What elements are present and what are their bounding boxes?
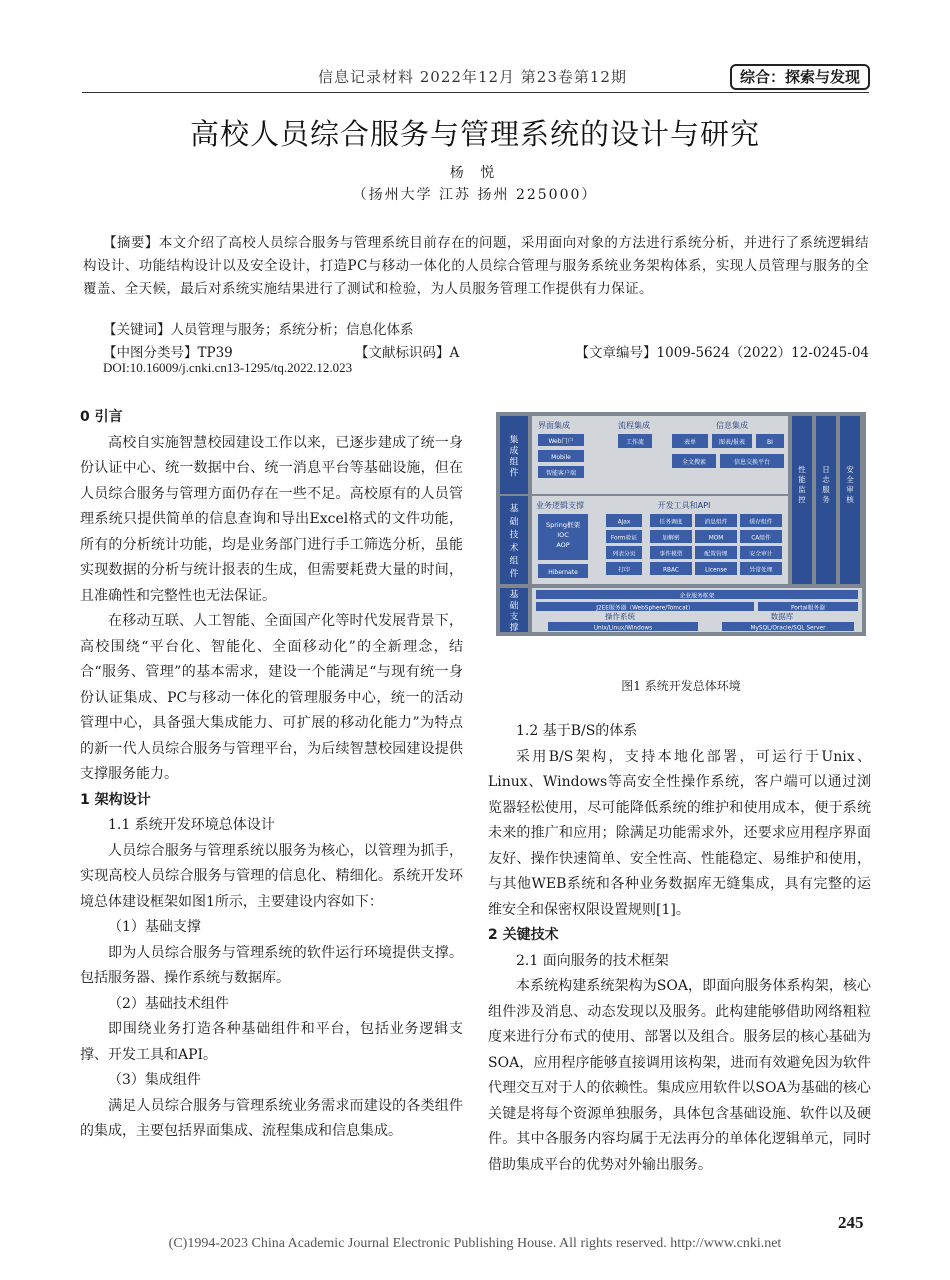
journal-header: 信息记录材料 2022年12月 第23卷第12期 xyxy=(318,68,627,86)
body-paragraph: 高校自实施智慧校园建设工作以来，已逐步建成了统一身份认证中心、统一数据中台、统一消息平台等基础设施，但在人员综合服务与管理方面仍存在一些不足。高校原有的人员管理系统只提供简单的信息查询和导出Excel格式的文件功能，所有的分析统计功能，均是业务部门进行手工筛选分析，虽能实现数据的分析与统计报表的生成，但需要耗费大量的时间，且准确性和完整性也无法保证。 xyxy=(80,434,463,604)
author: 杨 悦 xyxy=(449,165,501,181)
copyright-footer: (C)1994-2023 China Academic Journal Electronic Publishing House. All rights reserved. http://www.cnki.net xyxy=(168,1236,782,1251)
info-bi-label: BI xyxy=(767,439,773,446)
right-bar-label: 性能监控 xyxy=(798,465,806,504)
ui-title: 界面集成 xyxy=(538,421,570,430)
body-paragraph: 人员综合服务与管理系统以服务为核心，以管理为抓手，实现高校人员综合服务与管理的信息化、精细化。系统开发环境总体建设框架如图1所示，主要建设内容如下： xyxy=(80,842,463,910)
tool-item-label: RBAC xyxy=(663,567,679,574)
tool-item-label: 加解密 xyxy=(662,535,680,542)
tool-item-label: 任务调度 xyxy=(659,519,683,526)
affiliation: （扬州大学 江苏 扬州 225000） xyxy=(352,187,598,203)
section-badge: 综合：探索与发现 xyxy=(730,64,870,90)
portal-server-label: Portal服务器 xyxy=(790,605,826,612)
body-paragraph: 本系统构建系统架构为SOA，即面向服务体系构架，核心组件涉及消息、动态发现以及服务。此构建能够借助网络粗粒度来进行分布式的使用、部署以及组合。服务层的核心基础为SOA，应用程序能够直接调用该构架，进而有效避免因为软件代理交互对于人的依赖性。集成应用软件以SOA为基础的核心关键是将每个资源单独服务，具体包含基础设施、软件以及硬件。其中各服务内容均属于无法再分的单体化逻辑单元，同时借助集成平台的优势对外输出服务。 xyxy=(488,978,871,1173)
body-paragraph: 在移动互联、人工智能、全面国产化等时代发展背景下，高校围绕“平台化、智能化、全面移动化”的全新理念，结合“服务、管理”的基本需求，建设一个能满足“与现有统一身份认证集成、PC与移动一体化的管理服务中心，统一的活动管理中心，具备强大集成能力、可扩展的移动化能力”为特点的新一代人员综合服务与管理平台，为后续智慧校园建设提供支撑服务能力。 xyxy=(80,613,463,782)
db-box-label: MySQL/Oracle/SQL Server xyxy=(750,625,826,632)
section-heading: 2 关键技术 xyxy=(488,927,559,943)
left-column xyxy=(80,405,463,1145)
side-label: 基础技术组件 xyxy=(509,504,519,580)
article-title: 高校人员综合服务与管理系统的设计与研究 xyxy=(189,117,760,151)
page-number: 245 xyxy=(838,1213,864,1232)
spring-label: IOC xyxy=(557,531,569,539)
os-box-label: Unix/Linux/Windows xyxy=(593,625,653,632)
header-rule xyxy=(82,92,869,93)
info-title: 信息集成 xyxy=(716,421,748,430)
hibernate-box-label: Hibernate xyxy=(548,569,578,576)
info-exchange-label: 信息交换平台 xyxy=(733,459,771,466)
j2ee-server-label: J2EE服务器（WebSphere/Tomcat） xyxy=(596,605,694,612)
section-heading: 0 引言 xyxy=(80,409,123,425)
ui-web-label: Web门户 xyxy=(548,438,574,445)
spring-label: AOP xyxy=(556,541,570,549)
body-paragraph: 采用B/S架构，支持本地化部署，可运行于Unix、Linux、Windows等高安全性操作系统，客户端可以通过浏览器轻松使用，尽可能降低系统的维护和使用成本，便于系统未来的推广和应用；除满足功能需求外，还要求应用程序界面友好、操作快速简单、安全性高、性能稳定、易维护和使用，与其他WEB系统和各种业务数据库无缝集成，具有完整的运维安全和保密权限设置规则[1]。 xyxy=(488,748,871,918)
body-paragraph: 即为人员综合服务与管理系统的软件运行环境提供支撑。包括服务器、操作系统与数据库。 xyxy=(80,944,463,986)
logic-title: 业务逻辑支撑 xyxy=(536,501,584,510)
tool-item-label: 消息组件 xyxy=(704,519,728,526)
tool-item-label: MOM xyxy=(708,535,724,542)
tools-title: 开发工具和API xyxy=(657,501,711,510)
clc-number: 【中图分类号】TP39 xyxy=(103,345,233,361)
side-label: 基础支撑 xyxy=(509,590,519,634)
db-title: 数据库 xyxy=(770,612,794,621)
keywords: 【关键词】人员管理与服务；系统分析；信息化体系 xyxy=(103,322,414,338)
figure-caption: 图1 系统开发总体环境 xyxy=(621,679,741,693)
section-heading: （2）基础技术组件 xyxy=(108,995,229,1012)
tool-item-label: 异常处理 xyxy=(749,567,773,574)
document-code: 【文献标识码】A xyxy=(355,345,460,361)
os-title: 操作系统 xyxy=(605,612,635,621)
enterprise-bus-label: 企业服务框架 xyxy=(679,593,715,600)
right-bar-label: 安全审核 xyxy=(846,465,854,504)
ui-client-label: 智能客户端 xyxy=(545,470,577,477)
tool-item-label: Ajax xyxy=(617,519,631,526)
section-heading: 1 架构设计 xyxy=(80,791,151,808)
ui-mobile-label: Mobile xyxy=(551,454,571,461)
flow-workflow-label: 工作流 xyxy=(625,439,645,446)
tool-item-label: 列表分页 xyxy=(612,551,636,558)
classification-line xyxy=(103,341,869,361)
info-chart-label: 图表/报表 xyxy=(718,439,746,446)
right-bar-label: 日志服务 xyxy=(822,465,830,504)
body-paragraph: 即围绕业务打造各种基础组件和平台，包括业务逻辑支撑、开发工具和API。 xyxy=(80,1021,463,1063)
tool-item-label: 缓存组件 xyxy=(749,519,773,526)
section-heading: 1.2 基于B/S的体系 xyxy=(516,723,638,739)
tool-item-label: 配置管理 xyxy=(704,551,728,558)
doi: DOI:10.16009/j.cnki.cn13-1295/tq.2022.12.023 xyxy=(103,360,353,375)
section-heading: （1）基础支撑 xyxy=(108,919,201,935)
section-heading: 2.1 面向服务的技术框架 xyxy=(516,952,669,969)
side-label: 集成组件 xyxy=(509,435,519,479)
tool-item-label: 安全审计 xyxy=(749,551,773,558)
abstract: 【摘要】本文介绍了高校人员综合服务与管理系统目前存在的问题，采用面向对象的方法进行系统分析，并进行了系统逻辑结构设计、功能结构设计以及安全设计，打造PC与移动一体化的人员综合管理与服务系统业务架构体系，实现人员管理与服务的全覆盖、全天候，最后对系统实施结果进行了测试和检验，为人员服务管理工作提供有力保证。 xyxy=(83,235,869,297)
info-form-label: 表单 xyxy=(683,439,697,446)
architecture-diagram xyxy=(496,412,866,636)
section-heading: 1.1 系统开发环境总体设计 xyxy=(108,817,275,833)
tool-item-label: 打印 xyxy=(618,567,630,574)
figure-1 xyxy=(496,412,866,636)
tool-item-label: CA组件 xyxy=(751,535,771,542)
right-column xyxy=(488,719,871,1178)
info-search-label: 全文搜索 xyxy=(681,459,707,466)
tool-item-label: 事件模型 xyxy=(659,551,683,558)
tool-item-label: License xyxy=(705,567,727,574)
flow-title: 流程集成 xyxy=(618,421,650,430)
section-heading: （3）集成组件 xyxy=(108,1072,201,1088)
body-paragraph: 满足人员综合服务与管理系统业务需求而建设的各类组件的集成，主要包括界面集成、流程集成和信息集成。 xyxy=(80,1097,463,1139)
spring-label: Spring框架 xyxy=(546,521,580,529)
article-number: 【文章编号】1009-5624（2022）12-0245-04 xyxy=(575,345,869,361)
tool-item-label: Form验证 xyxy=(610,535,638,542)
